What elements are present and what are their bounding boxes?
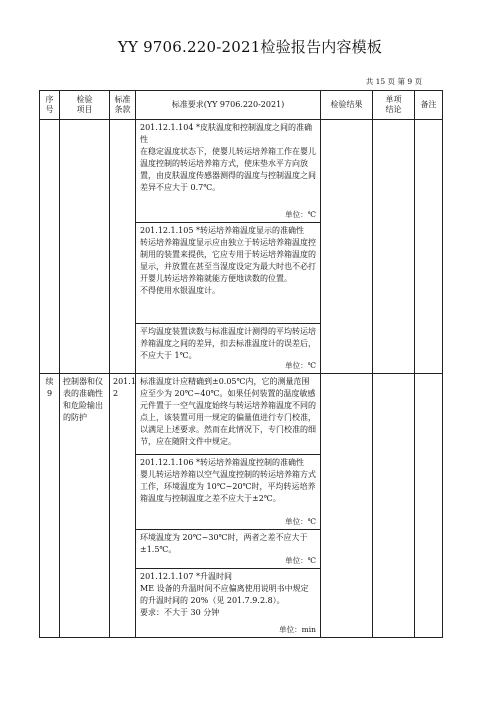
requirement-block [136,530,320,569]
result-cell [321,374,373,638]
requirement-text: 201.12.1.107 *升温时间 ME 设备的升温时间不应偏离使用说明书中规定的升温时间的 20%（见 201.7.9.2.8）。 要求：不大于 30 分钟 [140,572,309,617]
clause-cell [110,120,136,374]
header-remark-label: 备注 [420,99,437,109]
header-clause-label: 标准 条款 [114,94,131,114]
header-verdict [373,91,415,120]
seq-cell [40,120,60,374]
header-item-label: 检验 项目 [76,94,93,114]
document-title: YY 9706.220-2021检验报告内容模板 [117,38,383,56]
result-cell [321,120,373,374]
requirement-block [136,569,320,637]
unit-label: 单位：℃ [285,209,316,219]
item-cell [60,120,110,374]
seq-value: 续 9 [45,377,54,398]
verdict-cell [373,374,415,638]
header-clause [110,91,136,120]
requirement-cell [136,120,321,374]
requirement-block [136,223,320,324]
header-requirement-label: 标准要求(YY 9706.220-2021) [171,99,285,109]
requirement-text: 201.12.1.104 *皮肤温度和控制温度之间的准确性 在稳定温度状态下，使婴儿转运培养箱工作在婴儿温度控制的转运培养箱方式，使床垫水平方向放置，由皮肤温度传感器测得的温度与控制温度之间差异不应大于 0.7℃。 [140,123,316,192]
report-table [39,90,443,638]
header-seq-label: 序 号 [45,94,54,114]
clause-cell [110,374,136,638]
table-row [40,374,443,638]
header-remark [415,91,443,120]
clause-value: 201.1 2 [113,377,136,398]
verdict-cell [373,120,415,374]
header-seq [40,91,60,120]
requirement-text: 平均温度装置读数与标准温度计测得的平均转运培养箱温度之间的差异，扣去标准温度计的误差后，不应大于 1℃。 [140,327,316,360]
report-table-container [39,90,442,675]
requirement-block [136,324,320,373]
seq-cell [40,374,60,638]
requirement-block [136,455,320,530]
requirement-cell [136,374,321,638]
requirement-block [136,120,320,223]
requirement-text: 标准温度计应精确到±0.05℃内，它的测量范围应至少为 20℃~40℃。如果任何装置的温度敏感元件置于一空气温度始终与转运培养箱温度不同的点上，该装置可用一规定的偏量值进行专门校准，以满足上述要求。然而在此情况下，专门校准的细节，应在随附文件中规定。 [140,377,316,446]
unit-label: 单位：℃ [285,555,316,565]
remark-cell [415,374,443,638]
table-row [40,120,443,374]
requirement-text: 环境温度为 20℃~30℃时，两者之差不应大于±1.5℃。 [140,533,308,554]
item-value: 控制器和仪表的准确性和危险输出的防护 [63,377,103,422]
requirement-text: 201.12.1.105 *转运培养箱温度显示的准确性 转运培养箱温度显示应由独立于转运培养箱温度控制用的装置来提供，它应专用于转运培养箱温度的显示，并放置在甚至当湿度设定为最大时也不必打开婴儿转运培养箱就能方便地读数的位置。 不得使用水银温度计。 [140,226,316,295]
unit-label: 单位：℃ [285,516,316,526]
requirement-text: 201.12.1.106 *转运培养箱温度控制的准确性 婴儿转运培养箱以空气温度控制的转运培养箱方式工作，环境温度为 10℃~20℃时，平均转运培养箱温度与控制温度之差不应大于±2℃。 [140,458,316,503]
requirement-block [136,374,320,455]
unit-label: 单位：min [279,624,316,634]
header-requirement [136,91,321,120]
header-result [321,91,373,120]
table-header-row [40,91,443,120]
header-verdict-label: 单项 结论 [385,94,402,114]
page-info: 共 15 页 第 9 页 [365,77,422,86]
header-item [60,91,110,120]
item-cell [60,374,110,638]
unit-label: 单位：℃ [285,360,316,370]
remark-cell [415,120,443,374]
header-result-label: 检验结果 [330,99,363,109]
